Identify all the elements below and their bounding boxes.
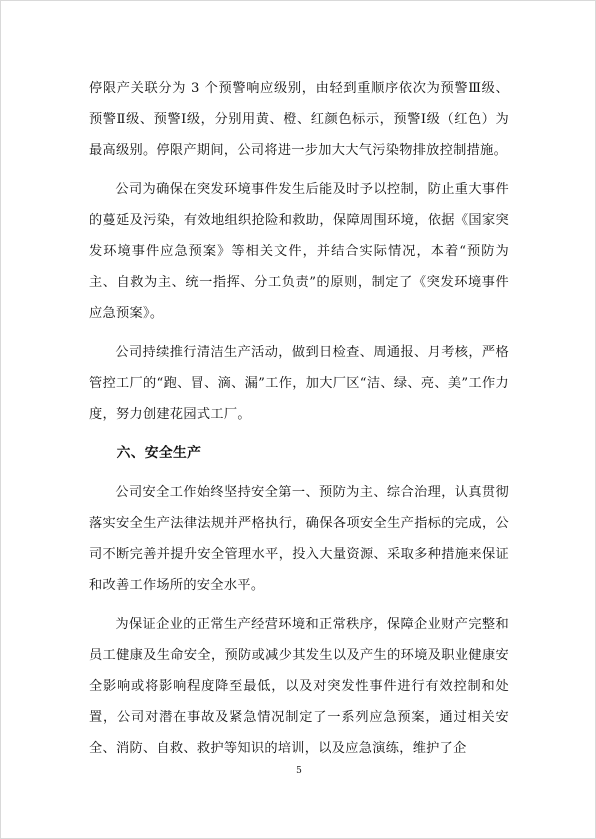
paragraph: 停限产关联分为 3 个预警响应级别，由轻到重顺序依次为预警Ⅲ级、预警Ⅱ级、预警Ⅰ级，分别用黄、橙、红颜色标示，预警Ⅰ级（红色）为最高级别。停限产期间，公司将进一步加大大气污染物排放控制措施。: [89, 81, 509, 158]
paragraph: 公司为确保在突发环境事件发生后能及时予以控制，防止重大事件的蔓延及污染，有效地组织抢险和救助，保障周围环境，依据《国家突发环境事件应急预案》等相关文件，并结合实际情况，本着“预防为主、自救为主、统一指挥、分工负责”的原则，制定了《突发环境事件应急预案》。: [89, 182, 509, 321]
paragraph: 公司安全工作始终坚持安全第一、预防为主、综合治理，认真贯彻落实安全生产法律法规并严格执行，确保各项安全生产指标的完成，公司不断完善并提升安全管理水平，投入大量资源、采取多种措施来保证和改善工作场所的安全水平。: [89, 485, 509, 593]
paragraph: 公司持续推行清洁生产活动，做到日检查、周通报、月考核，严格管控工厂的“跑、冒、滴、漏”工作，加大厂区“洁、绿、亮、美”工作力度，努力创建花园式工厂。: [89, 345, 509, 422]
document-body: [89, 73, 509, 772]
paragraph: 为保证企业的正常生产经营环境和正常秩序，保障企业财产完整和员工健康及生命安全，预防或减少其发生以及产生的环境及职业健康安全影响或将影响程度降至最低，以及对突发性事件进行有效控制和处置，公司对潜在事故及紧急情况制定了一系列应急预案，通过相关安全、消防、自救、救护等知识的培训，以及应急演练，维护了企: [89, 617, 509, 756]
page-number: 5: [296, 766, 302, 776]
section-heading: 六、安全生产: [116, 445, 202, 461]
